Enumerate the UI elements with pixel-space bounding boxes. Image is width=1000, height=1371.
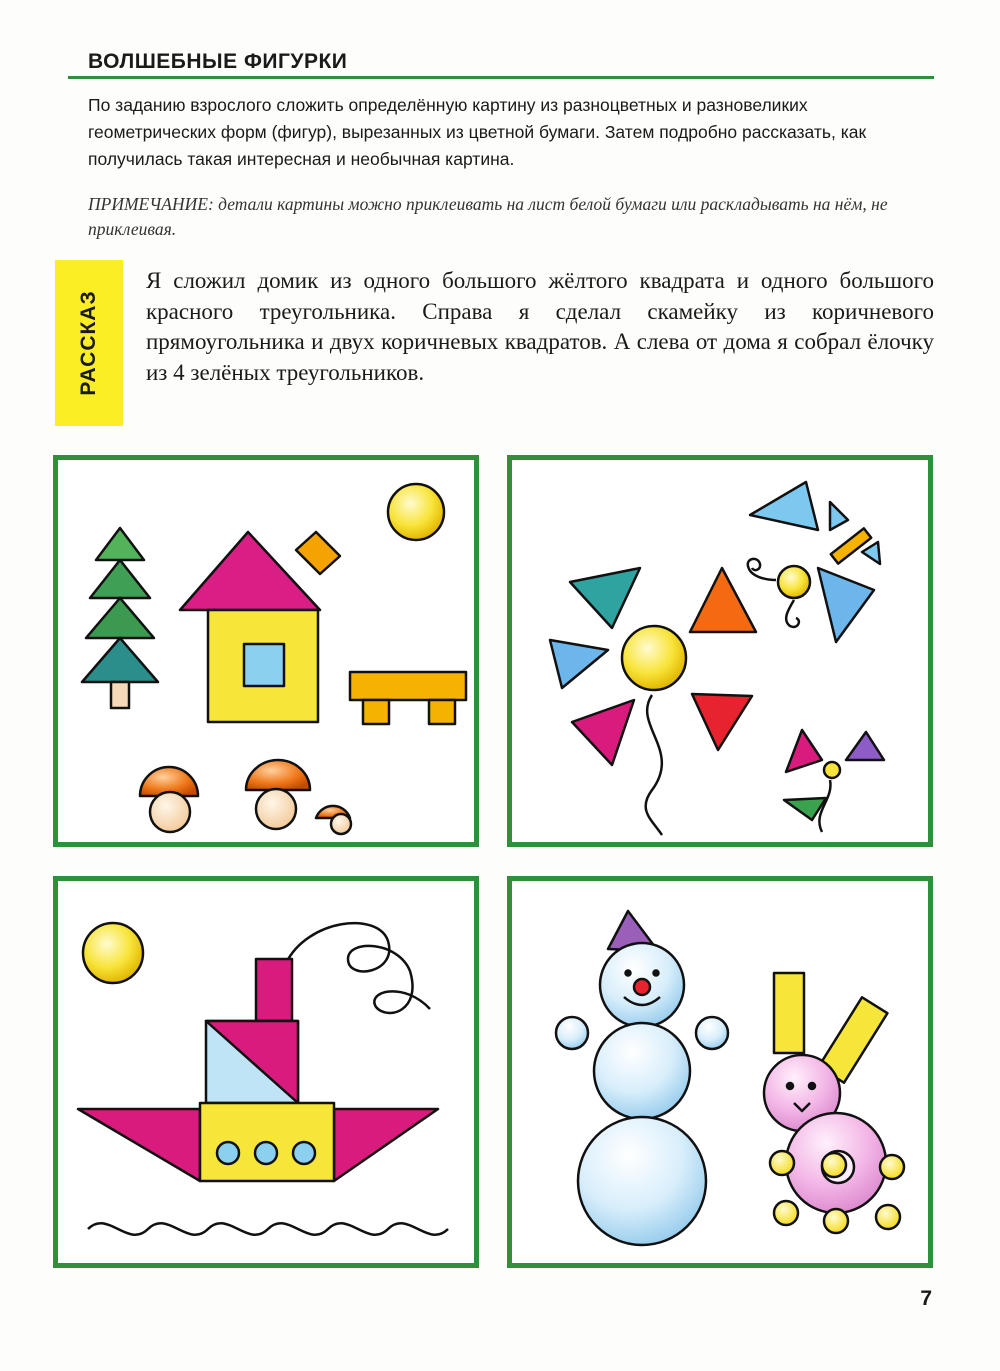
sun-icon bbox=[83, 923, 143, 983]
mushroom-stem-1 bbox=[150, 792, 190, 832]
story-text: Я сложил домик из одного большого жёлтого квадрата и одного большого красного треугольника. Справа я сделал скамейку из коричневого прямоугольника и двух коричневых квадратов. А слева от дома я собрал ёлочку из 4 зелёных треугольников. bbox=[146, 268, 934, 385]
sun-icon bbox=[388, 484, 444, 540]
picture-snowman-bunny-scene bbox=[507, 876, 933, 1268]
ship-bow-left bbox=[78, 1109, 200, 1181]
butterfly-small-triangle-2 bbox=[862, 542, 880, 564]
mushroom-cap-2 bbox=[246, 760, 310, 790]
title-divider bbox=[68, 76, 934, 79]
mushroom-stem-3 bbox=[331, 814, 351, 834]
bunny-paw-4 bbox=[774, 1201, 798, 1225]
mushroom-stem-2 bbox=[256, 789, 296, 829]
page-number: 7 bbox=[920, 1287, 932, 1310]
bunny-paw-3 bbox=[880, 1155, 904, 1179]
porthole-3 bbox=[293, 1142, 315, 1164]
house-chimney bbox=[296, 532, 340, 574]
instruction-text: По заданию взрослого сложить определённую картину из разноцветных и разновеликих геометрических форм (фигур), вырезанных из цветной бумаги. Затем подробно рассказать, как получилась такая интересная и необычная картина. bbox=[88, 95, 867, 169]
picture-house-scene bbox=[53, 455, 479, 847]
flower-center bbox=[622, 626, 686, 690]
tree-triangle-3 bbox=[86, 598, 154, 638]
small-flower-petal-magenta bbox=[786, 730, 822, 772]
ship-scene-illustration bbox=[58, 881, 474, 1263]
butterfly-body bbox=[778, 566, 810, 598]
tree-triangle-4 bbox=[82, 638, 158, 682]
bunny-eye-right bbox=[809, 1083, 815, 1089]
snowman-hand-left bbox=[556, 1017, 588, 1049]
ship-funnel bbox=[256, 959, 292, 1021]
tree-triangle-2 bbox=[90, 560, 150, 598]
tree-triangle-1 bbox=[96, 528, 144, 560]
bunny-paw-2 bbox=[822, 1153, 846, 1177]
sea-waves bbox=[88, 1223, 448, 1235]
butterfly-curl-right bbox=[786, 600, 799, 627]
snowman-nose bbox=[634, 979, 650, 995]
instruction-note: ПРИМЕЧАНИЕ: детали картины можно приклеивать на лист белой бумаги или раскладывать на нём, не приклеивая. bbox=[88, 194, 888, 239]
ship-bow-right bbox=[334, 1109, 438, 1181]
story-tag bbox=[55, 260, 123, 426]
bunny-paw-6 bbox=[876, 1205, 900, 1229]
flower-petal-magenta bbox=[572, 700, 634, 765]
small-flower-petal-purple bbox=[846, 732, 884, 760]
butterfly-wing-bottom-right bbox=[818, 568, 874, 642]
butterfly-small-triangle-1 bbox=[830, 502, 848, 530]
flower-petal-teal bbox=[570, 568, 640, 628]
flower-petal-red bbox=[692, 694, 752, 750]
bunny-paw-5 bbox=[824, 1209, 848, 1233]
bench-leg-right bbox=[429, 700, 455, 724]
bunny-paw-1 bbox=[770, 1151, 794, 1175]
butterfly-curl-left bbox=[748, 559, 776, 580]
page-title: ВОЛШЕБНЫЕ ФИГУРКИ bbox=[88, 50, 348, 73]
butterfly-antenna-bar bbox=[831, 528, 871, 563]
flower-petal-orange bbox=[690, 568, 756, 632]
snowman-base bbox=[578, 1117, 706, 1245]
story-tag-label: РАССКАЗ bbox=[77, 290, 100, 396]
flowers-scene-illustration bbox=[512, 460, 928, 842]
tree-trunk bbox=[111, 682, 129, 708]
smoke-swirl bbox=[286, 923, 430, 1013]
bunny-ear-left bbox=[774, 973, 804, 1053]
bench-leg-left bbox=[363, 700, 389, 724]
bunny-eye-left bbox=[787, 1083, 793, 1089]
flower-petal-blue bbox=[550, 640, 608, 688]
house-scene-illustration bbox=[58, 460, 474, 842]
snowman-hand-right bbox=[696, 1017, 728, 1049]
bench-seat bbox=[350, 672, 466, 700]
snowman-eye-right bbox=[654, 971, 659, 976]
flower-stem bbox=[646, 695, 662, 835]
porthole-2 bbox=[255, 1142, 277, 1164]
snowman-bunny-illustration bbox=[512, 881, 928, 1263]
picture-ship-scene bbox=[53, 876, 479, 1268]
snowman-body bbox=[594, 1023, 690, 1119]
house-roof bbox=[180, 532, 320, 610]
house-window bbox=[244, 644, 284, 686]
picture-flowers-scene bbox=[507, 455, 933, 847]
small-flower-center bbox=[824, 762, 840, 778]
snowman-eye-left bbox=[626, 971, 631, 976]
butterfly-wing-top-left bbox=[750, 482, 818, 530]
porthole-1 bbox=[217, 1142, 239, 1164]
